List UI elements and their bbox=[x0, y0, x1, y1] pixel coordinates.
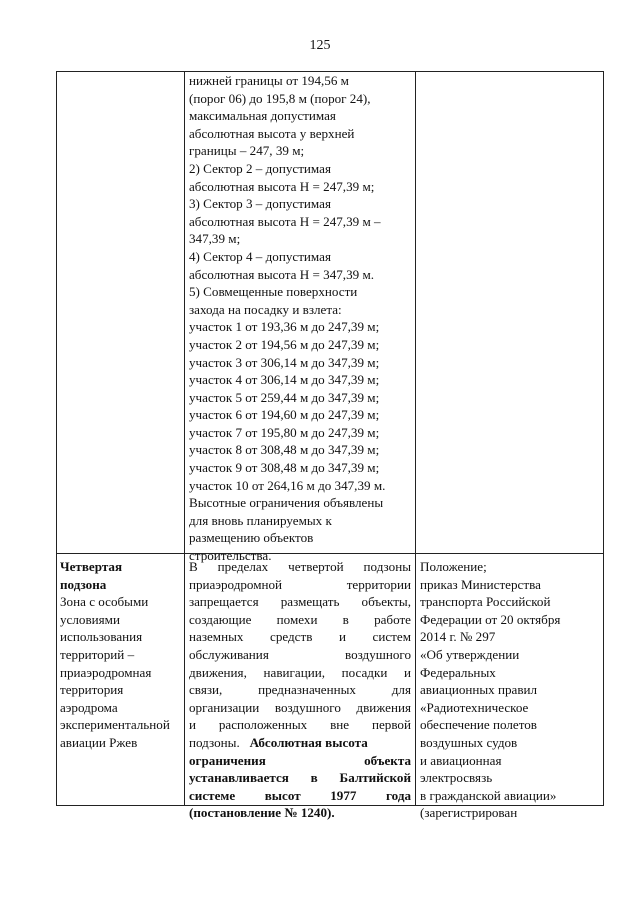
text-line: участок 2 от 194,56 м до 247,39 м; bbox=[189, 336, 380, 352]
text-line: территория bbox=[60, 682, 124, 698]
page-number: 125 bbox=[309, 38, 331, 53]
text-line: авиационных правил bbox=[420, 682, 538, 698]
text-line: авиации Ржев bbox=[60, 734, 138, 750]
row2-left-cell bbox=[60, 558, 182, 752]
subzone-title: подзона bbox=[60, 576, 107, 592]
text-plain: подзоны. bbox=[189, 734, 240, 750]
text-line: приаэродромная bbox=[60, 664, 152, 680]
text-line: связи, предназначенных для bbox=[189, 682, 411, 698]
text-line: участок 5 от 259,44 м до 347,39 м; bbox=[189, 389, 380, 405]
text-line: использования bbox=[60, 629, 143, 645]
text-line: Федерации от 20 октября bbox=[420, 611, 561, 627]
text-line: участок 1 от 193,36 м до 247,39 м; bbox=[189, 319, 380, 335]
text-line: Высотные ограничения объявлены bbox=[189, 495, 384, 511]
text-line-bold: ограничения объекта bbox=[189, 752, 411, 768]
row1-middle-cell bbox=[189, 72, 411, 565]
text-line: В пределах четвертой подзоны bbox=[189, 559, 411, 574]
text-line: экспериментальной bbox=[60, 717, 170, 733]
text-line: создающие помехи в работе bbox=[189, 611, 411, 627]
column-divider-1 bbox=[184, 72, 185, 805]
text-line: границы – 247, 39 м; bbox=[189, 143, 305, 159]
text-line: и авиационная bbox=[420, 752, 502, 768]
text-line: Федеральных bbox=[420, 664, 496, 680]
text-line: «Радиотехническое bbox=[420, 699, 529, 715]
text-line: максимальная допустимая bbox=[189, 108, 336, 124]
text-line: абсолютная высота у верхней bbox=[189, 125, 355, 141]
text-line-bold: устанавливается в Балтийской bbox=[189, 770, 411, 786]
text-line: Зона с особыми bbox=[60, 594, 149, 610]
text-line: 2014 г. № 297 bbox=[420, 629, 496, 645]
text-line: Положение; bbox=[420, 559, 487, 574]
text-line: 3) Сектор 3 – допустимая bbox=[189, 196, 331, 212]
text-line: воздушных судов bbox=[420, 734, 518, 750]
text-line: в гражданской авиации» bbox=[420, 787, 557, 803]
row2-right-cell bbox=[420, 558, 600, 822]
text-line: 347,39 м; bbox=[189, 231, 241, 247]
text-line: участок 8 от 308,48 м до 347,39 м; bbox=[189, 442, 380, 458]
text-line: 5) Совмещенные поверхности bbox=[189, 284, 358, 300]
text-line: 2) Сектор 2 – допустимая bbox=[189, 160, 331, 176]
text-line: запрещается размещать объекты, bbox=[189, 594, 411, 610]
text-line: участок 10 от 264,16 м до 347,39 м. bbox=[189, 477, 386, 493]
column-divider-2 bbox=[415, 72, 416, 805]
subzone-title: Четвертая bbox=[60, 559, 123, 574]
text-line: для вновь планируемых к bbox=[189, 512, 332, 528]
text-line: участок 3 от 306,14 м до 347,39 м; bbox=[189, 354, 380, 370]
text-line: строительства. bbox=[189, 548, 272, 564]
text-line: участок 4 от 306,14 м до 347,39 м; bbox=[189, 372, 380, 388]
text-line: организации воздушного движения bbox=[189, 699, 411, 715]
text-line-mixed bbox=[189, 734, 411, 752]
text-line: «Об утверждении bbox=[420, 646, 520, 662]
text-line: 4) Сектор 4 – допустимая bbox=[189, 248, 331, 264]
text-line: приаэродромной территории bbox=[189, 576, 411, 592]
row2-middle-cell bbox=[189, 558, 411, 822]
text-line: наземных средств и систем bbox=[189, 629, 411, 645]
text-line: и расположенных вне первой bbox=[189, 717, 411, 733]
text-line: абсолютная высота H = 347,39 м. bbox=[189, 266, 375, 282]
text-line-bold: системе высот 1977 года bbox=[189, 787, 411, 803]
text-line: обеспечение полетов bbox=[420, 717, 537, 733]
text-line: размещению объектов bbox=[189, 530, 314, 546]
text-line: (порог 06) до 195,8 м (порог 24), bbox=[189, 90, 371, 106]
text-line: (зарегистрирован bbox=[420, 805, 518, 821]
text-line: обслуживания воздушного bbox=[189, 646, 411, 662]
text-line: движения, навигации, посадки и bbox=[189, 664, 411, 680]
text-line: участок 7 от 195,80 м до 247,39 м; bbox=[189, 424, 380, 440]
text-line: участок 9 от 308,48 м до 347,39 м; bbox=[189, 460, 380, 476]
text-line-bold: (постановление № 1240). bbox=[189, 805, 335, 821]
text-line: участок 6 от 194,60 м до 247,39 м; bbox=[189, 407, 380, 423]
regulation-table bbox=[56, 71, 604, 821]
text-line: электросвязь bbox=[420, 770, 493, 786]
text-line: абсолютная высота H = 247,39 м; bbox=[189, 178, 375, 194]
text-line: захода на посадку и взлета: bbox=[189, 301, 342, 317]
text-line: территорий – bbox=[60, 646, 135, 662]
text-line: абсолютная высота H = 247,39 м – bbox=[189, 213, 381, 229]
text-line: условиями bbox=[60, 611, 120, 627]
text-line: транспорта Российской bbox=[420, 594, 551, 610]
text-line: приказ Министерства bbox=[420, 576, 541, 592]
text-bold: Абсолютная высота bbox=[249, 734, 368, 750]
text-line: аэродрома bbox=[60, 699, 118, 715]
text-line: нижней границы от 194,56 м bbox=[189, 73, 349, 88]
